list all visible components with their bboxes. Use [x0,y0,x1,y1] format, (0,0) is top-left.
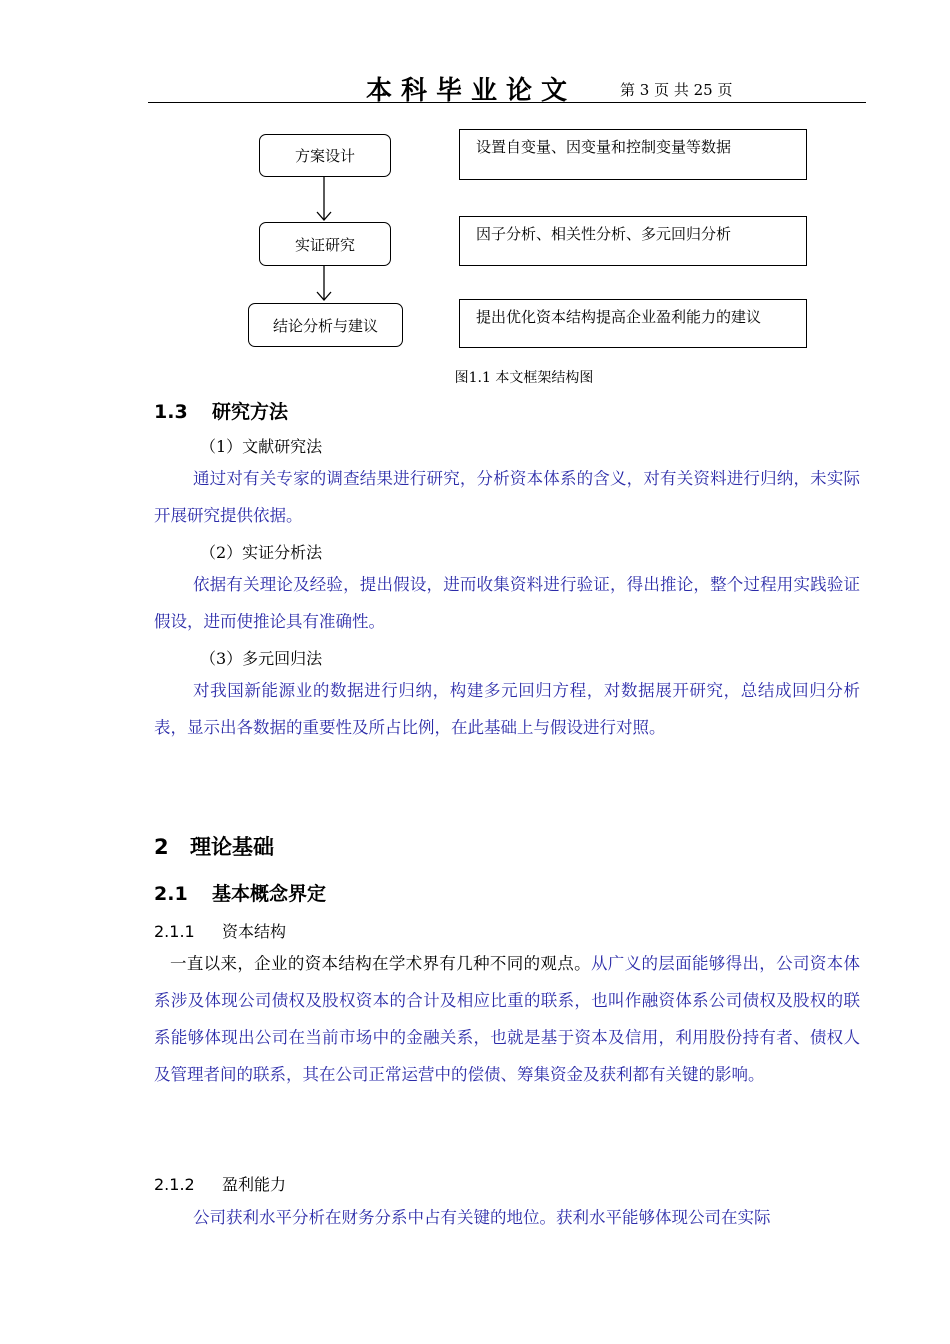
subsection-heading-2-1-1 [154,919,286,942]
subsection-number: 2.1.2 [154,1175,195,1194]
header-rule [148,102,866,103]
method-paragraph: 通过对有关专家的调查结果进行研究，分析资本体系的含义，对有关资料进行归纳，未实际开展研究提供依据。 [154,469,860,525]
method-paragraph: 对我国新能源业的数据进行归纳，构建多元回归方程，对数据展开研究，总结成回归分析表，显示出各数据的重要性及所占比例，在此基础上与假设进行对照。 [154,681,860,737]
document-header-title: 本科毕业论文 [366,76,577,106]
method-label: （3）多元回归法 [200,649,323,668]
figure-caption: 图1.1 本文框架结构图 [454,370,594,386]
profitability-paragraph: 公司获利水平分析在财务分系中占有关键的地位。获利水平能够体现公司在实际 [193,1208,771,1227]
flow-step-label: 实证研究 [294,235,355,254]
capital-structure-paragraph [154,945,860,1093]
flow-description-box [459,216,807,266]
method-label: （1）文献研究法 [200,437,323,456]
page-number-info: 第 3 页 共 25 页 [620,81,733,99]
flow-arrows [310,176,340,306]
flow-step-label: 方案设计 [294,147,355,165]
section-heading-2-1 [154,879,326,906]
flow-step-label: 结论分析与建议 [272,316,378,335]
chapter-title: 理论基础 [190,835,274,859]
paragraph-text: 一直以来，企业的资本结构在学术界有几种不同的观点。 [170,954,591,973]
section-heading-1-3 [154,397,288,424]
flow-description-text: 设置自变量、因变量和控制变量等数据 [476,138,732,156]
flow-description-text: 提出优化资本结构提高企业盈利能力的建议 [476,308,762,326]
subsection-number: 2.1.1 [154,922,195,941]
chapter-heading-2 [154,831,274,861]
method-paragraph: 依据有关理论及经验，提出假设，进而收集资料进行验证，得出推论，整个过程用实践验证假设，进而使推论具有准确性。 [154,575,860,631]
method-label: （2）实证分析法 [200,543,323,562]
flow-description-text: 因子分析、相关性分析、多元回归分析 [476,225,732,243]
flow-description-box [459,299,807,348]
section-number: 1.3 [154,401,188,423]
flow-step-box [248,303,403,347]
section-title: 基本概念界定 [212,883,327,905]
subsection-heading-2-1-2 [154,1172,286,1195]
section-title: 研究方法 [212,401,289,423]
section-number: 2.1 [154,883,188,905]
chapter-number: 2 [154,835,169,859]
flow-step-box [259,134,391,177]
paragraph-text-highlight: 从广义的层面能够得出，公司资本体系涉及体现公司债权及股权资本的合计及相应比重的联系，也叫作融资体系公司债权及股权的联系能够体现出公司在当前市场中的金融关系，也就是基于资本及信用，利用股份持有者、债权人及管理者间的联系，其在公司正常运营中的偿债、筹集资金及获利都有关键的影响。 [154,954,861,1084]
subsection-title: 盈利能力 [222,1175,287,1194]
subsection-title: 资本结构 [222,922,287,941]
flow-description-box [459,129,807,180]
